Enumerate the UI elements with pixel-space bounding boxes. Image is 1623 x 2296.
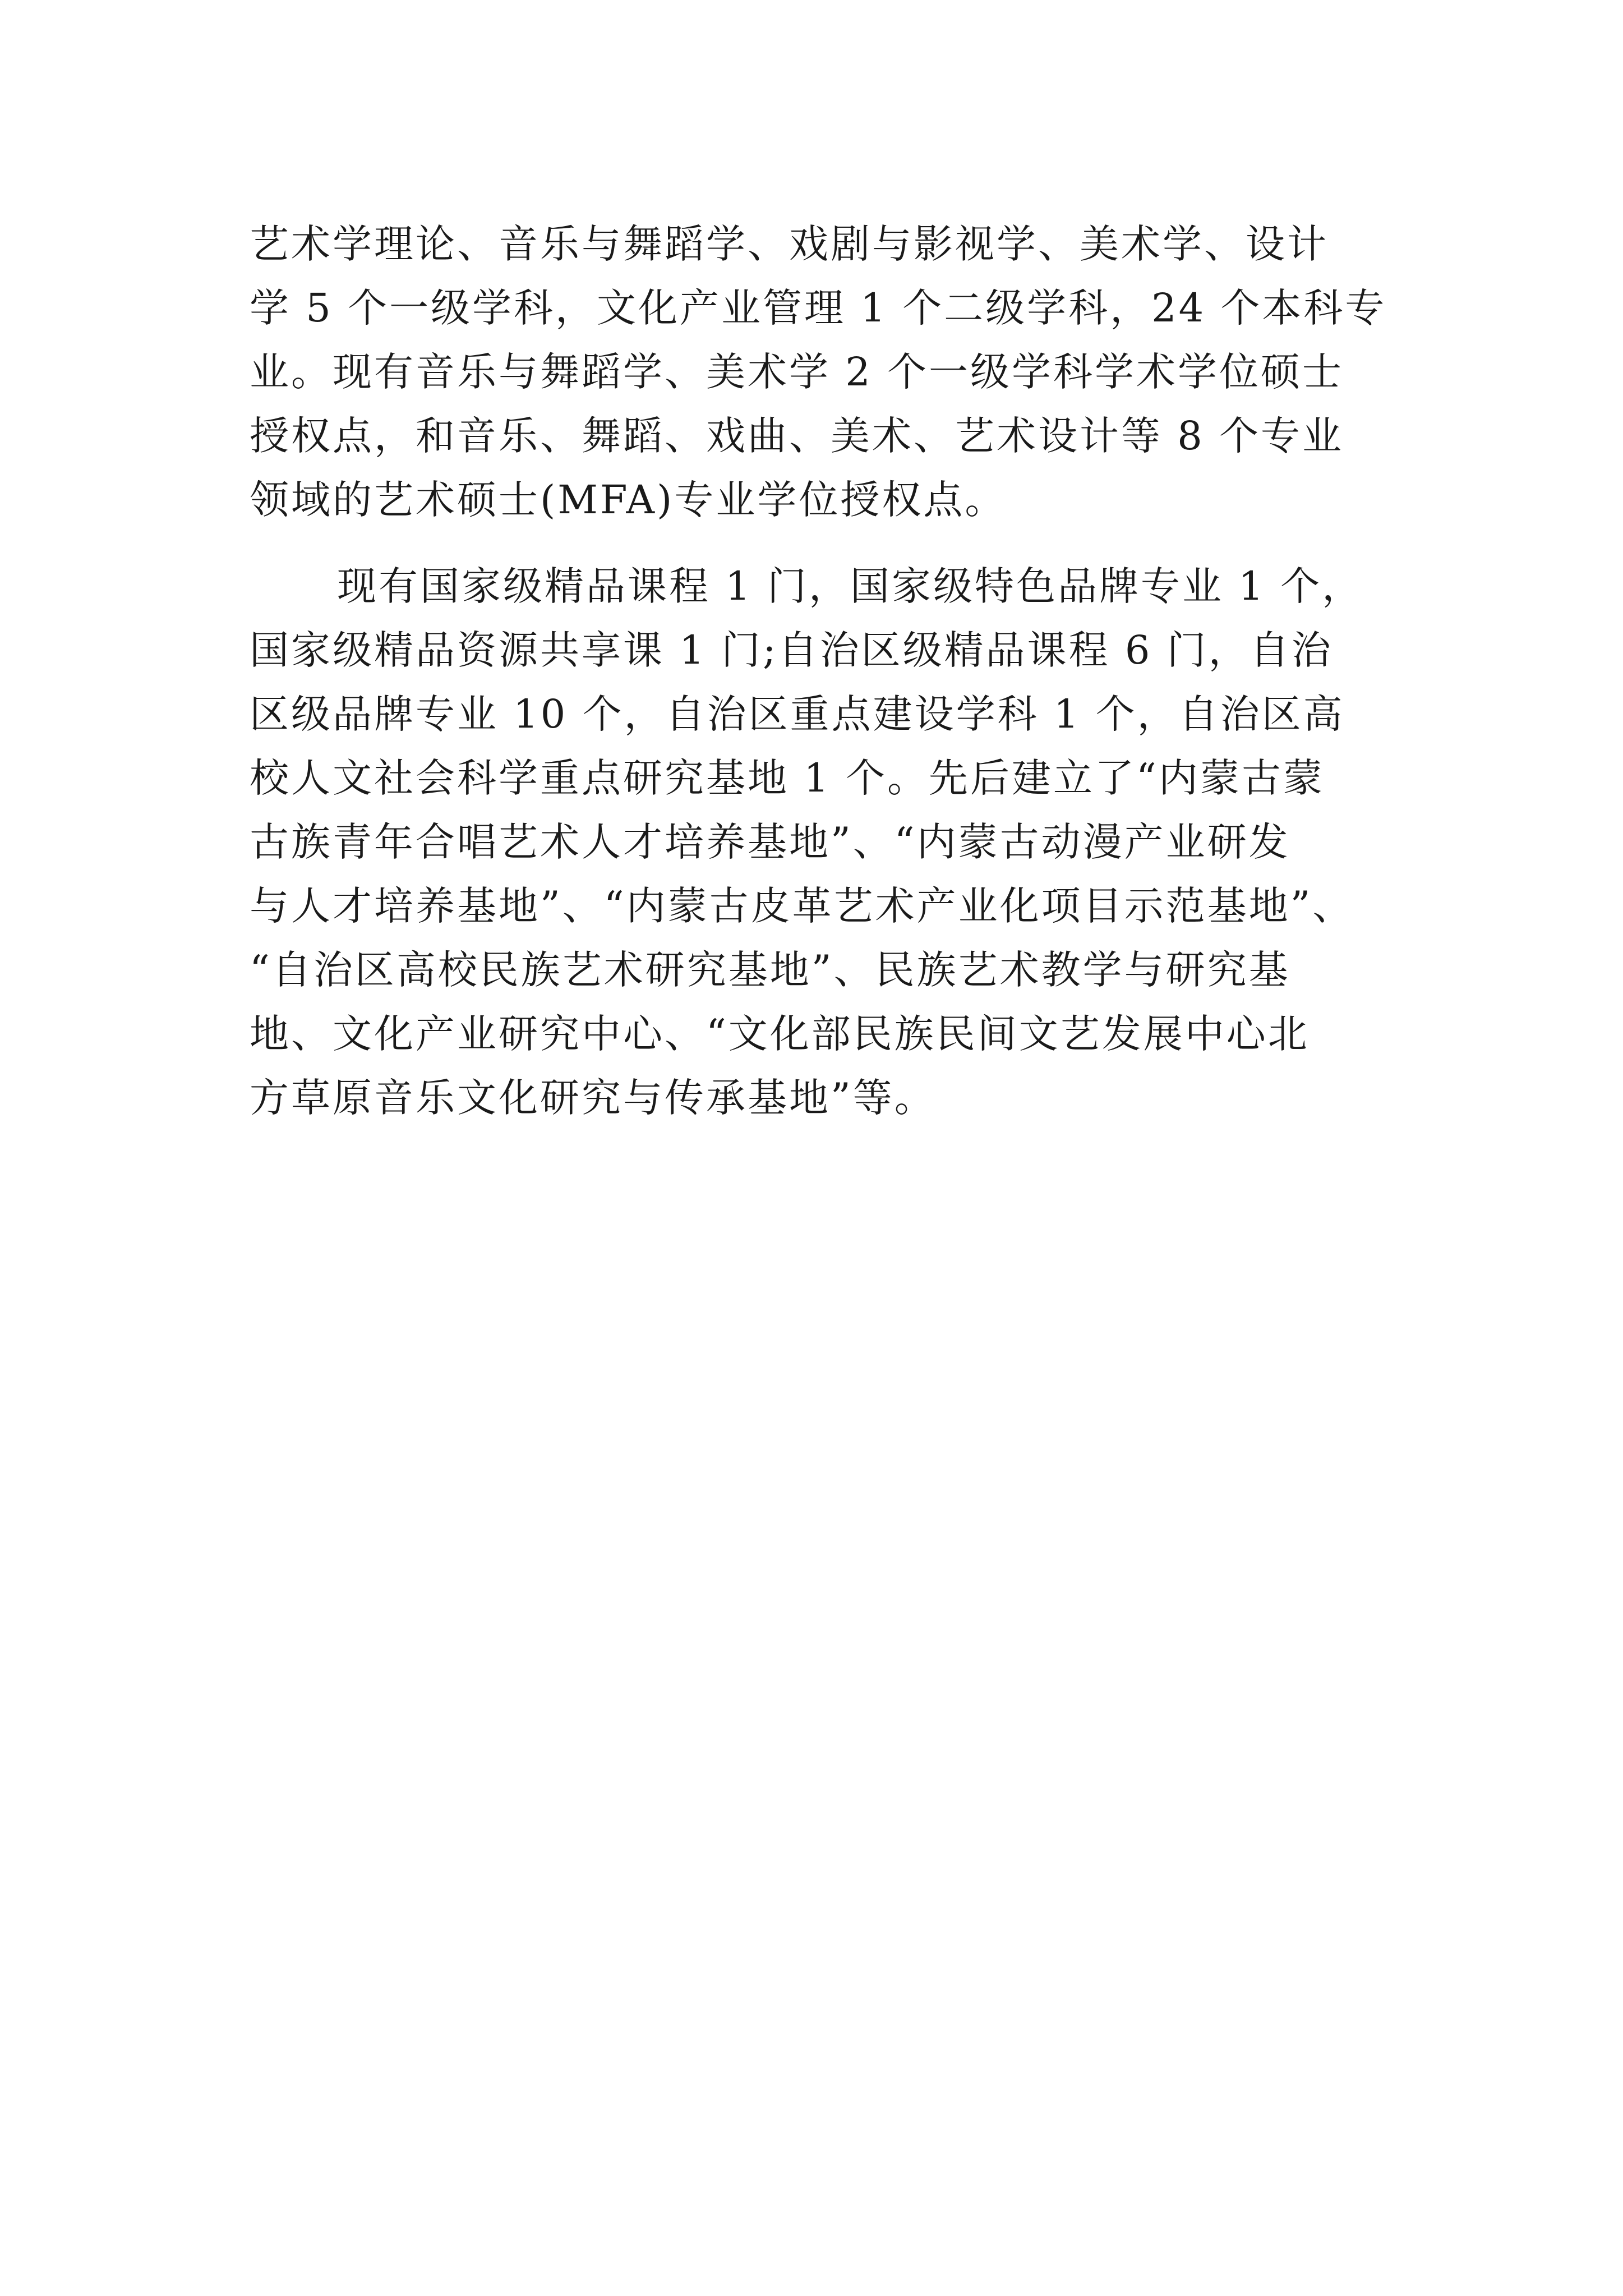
text-line: 业。现有音乐与舞蹈学、美术学 2 个一级学科学术学位硕士 — [250, 349, 1344, 395]
text-line: 与人才培养基地”、“内蒙古皮革艺术产业化项目示范基地”、 — [250, 883, 1354, 929]
text-line: 学 5 个一级学科，文化产业管理 1 个二级学科，24 个本科专 — [250, 285, 1387, 331]
text-line: “自治区高校民族艺术研究基地”、民族艺术教学与研究基 — [250, 947, 1290, 993]
body-text — [250, 212, 1427, 1130]
text-line: 现有国家级精品课程 1 门，国家级特色品牌专业 1 个， — [337, 563, 1364, 609]
text-line: 区级品牌专业 10 个，自治区重点建设学科 1 个，自治区高 — [250, 691, 1345, 737]
text-line: 地、文化产业研究中心、“文化部民族民间文艺发展中心北 — [250, 1011, 1310, 1057]
text-line: 古族青年合唱艺术人才培养基地”、“内蒙古动漫产业研发 — [250, 819, 1290, 865]
paragraph-spacer — [250, 532, 1427, 554]
paragraph-2 — [250, 554, 1427, 1130]
text-line: 授权点，和音乐、舞蹈、戏曲、美术、艺术设计等 8 个专业 — [250, 413, 1344, 459]
text-line: 方草原音乐文化研究与传承基地”等。 — [250, 1075, 936, 1121]
text-line: 艺术学理论、音乐与舞蹈学、戏剧与影视学、美术学、设计 — [250, 221, 1329, 267]
paragraph-1 — [250, 212, 1427, 532]
text-line: 领域的艺术硕士(MFA)专业学位授权点。 — [250, 477, 1007, 523]
text-line: 校人文社会科学重点研究基地 1 个。先后建立了“内蒙古蒙 — [250, 755, 1325, 801]
text-line: 国家级精品资源共享课 1 门;自治区级精品课程 6 门，自治 — [250, 627, 1333, 673]
